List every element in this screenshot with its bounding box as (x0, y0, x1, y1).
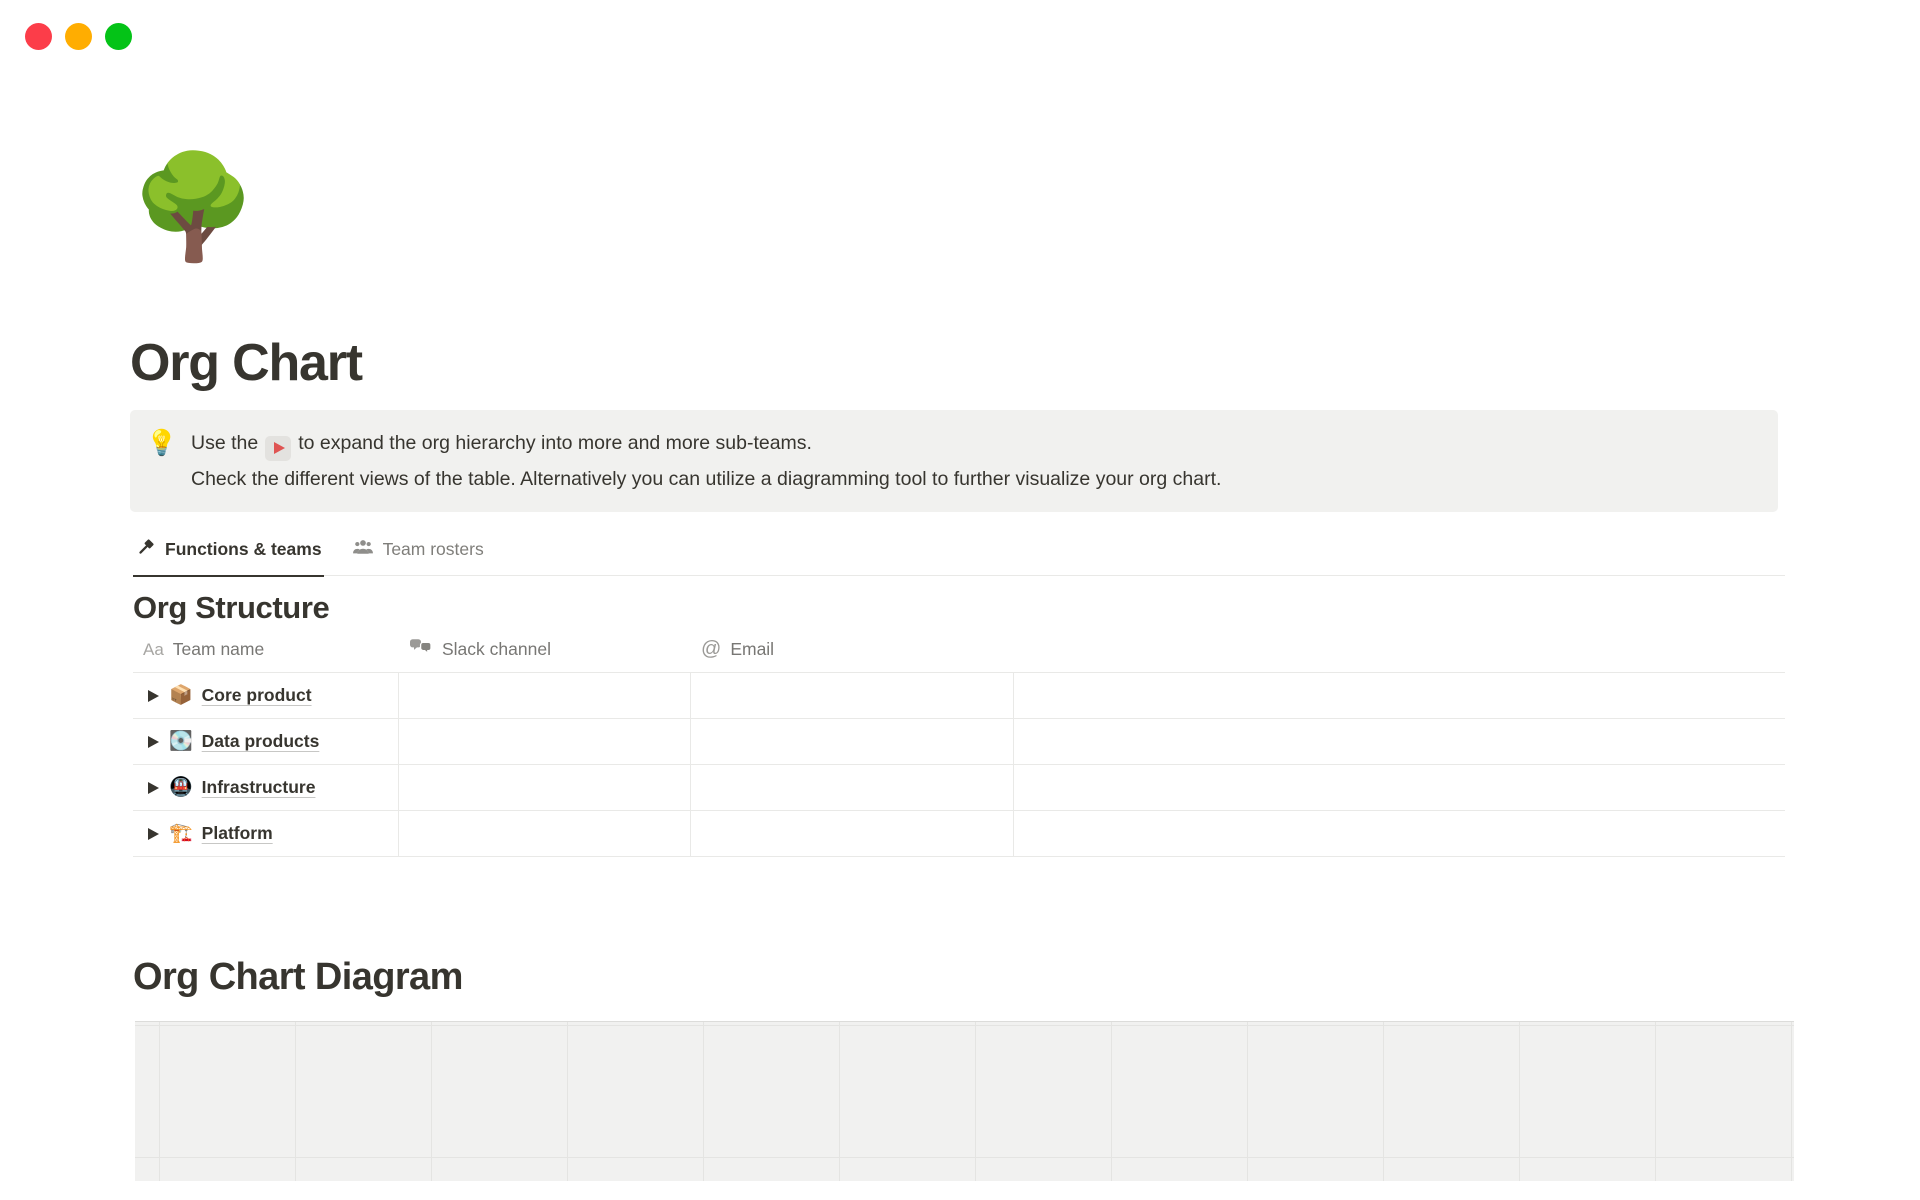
row-expand-toggle-icon[interactable] (148, 736, 159, 748)
team-page-link[interactable]: Data products (201, 731, 320, 751)
column-header-spacer (1014, 627, 1785, 672)
org-structure-table (133, 627, 1785, 857)
cell-email[interactable] (691, 765, 1014, 810)
cell-slack-channel[interactable] (399, 719, 691, 764)
cell-team-name (133, 765, 399, 810)
row-emoji: 💽 (169, 731, 193, 752)
table-row (133, 811, 1785, 857)
row-emoji: 🏗️ (169, 823, 193, 844)
page-title[interactable]: Org Chart (130, 334, 362, 392)
view-tabs (133, 533, 1785, 576)
table-row (133, 673, 1785, 719)
table-row (133, 765, 1785, 811)
row-emoji: 🚇 (169, 777, 193, 798)
row-expand-toggle-icon[interactable] (148, 690, 159, 702)
people-icon (352, 536, 374, 563)
cell-team-name (133, 811, 399, 856)
close-button[interactable] (25, 23, 52, 50)
column-header-team-name[interactable] (133, 627, 399, 672)
team-page-link[interactable]: Core product (201, 685, 312, 705)
callout (130, 410, 1778, 512)
cell-slack-channel[interactable] (399, 811, 691, 856)
tab-team-rosters[interactable] (350, 533, 486, 575)
column-label: Email (730, 639, 775, 659)
minimize-button[interactable] (65, 23, 92, 50)
cell-spacer (1014, 673, 1785, 718)
zoom-button[interactable] (105, 23, 132, 50)
tab-label: Functions & teams (165, 539, 322, 559)
callout-line-1: Use the to expand the org hierarchy into more and more sub-teams. (191, 425, 1221, 461)
team-page-link[interactable]: Platform (201, 823, 273, 843)
row-emoji: 📦 (169, 685, 193, 706)
cell-email[interactable] (691, 719, 1014, 764)
text-type-icon: Aa (143, 639, 164, 659)
at-icon: @ (701, 638, 722, 660)
cell-spacer (1014, 765, 1785, 810)
tab-functions-and-teams[interactable] (133, 533, 324, 577)
hammer-icon (135, 537, 156, 563)
column-header-slack-channel[interactable] (399, 627, 691, 672)
chat-icon (409, 635, 433, 664)
row-expand-toggle-icon[interactable] (148, 828, 159, 840)
cell-email[interactable] (691, 673, 1014, 718)
column-label: Team name (172, 639, 265, 659)
cell-slack-channel[interactable] (399, 673, 691, 718)
row-expand-toggle-icon[interactable] (148, 782, 159, 794)
cell-email[interactable] (691, 811, 1014, 856)
column-label: Slack channel (442, 639, 551, 659)
lightbulb-icon: 💡 (146, 429, 178, 457)
table-row (133, 719, 1785, 765)
diagram-section-title[interactable]: Org Chart Diagram (133, 956, 463, 998)
page-icon-emoji[interactable]: 🌳 (130, 150, 258, 264)
column-header-email[interactable] (691, 627, 1014, 672)
cell-spacer (1014, 719, 1785, 764)
cell-team-name (133, 673, 399, 718)
cell-spacer (1014, 811, 1785, 856)
cell-team-name (133, 719, 399, 764)
expand-toggle-chip (265, 436, 291, 461)
database-title[interactable]: Org Structure (133, 590, 330, 625)
cell-slack-channel[interactable] (399, 765, 691, 810)
callout-line-2: Check the different views of the table. Alternatively you can utilize a diagramming tool to further visualize your org chart. (191, 468, 1222, 490)
org-chart-diagram-embed[interactable] (135, 1021, 1794, 1181)
tab-label: Team rosters (382, 539, 484, 559)
play-toggle-icon (274, 442, 285, 454)
team-page-link[interactable]: Infrastructure (201, 777, 316, 797)
table-header-row (133, 627, 1785, 673)
window-controls (25, 23, 145, 50)
callout-text (191, 425, 1221, 497)
